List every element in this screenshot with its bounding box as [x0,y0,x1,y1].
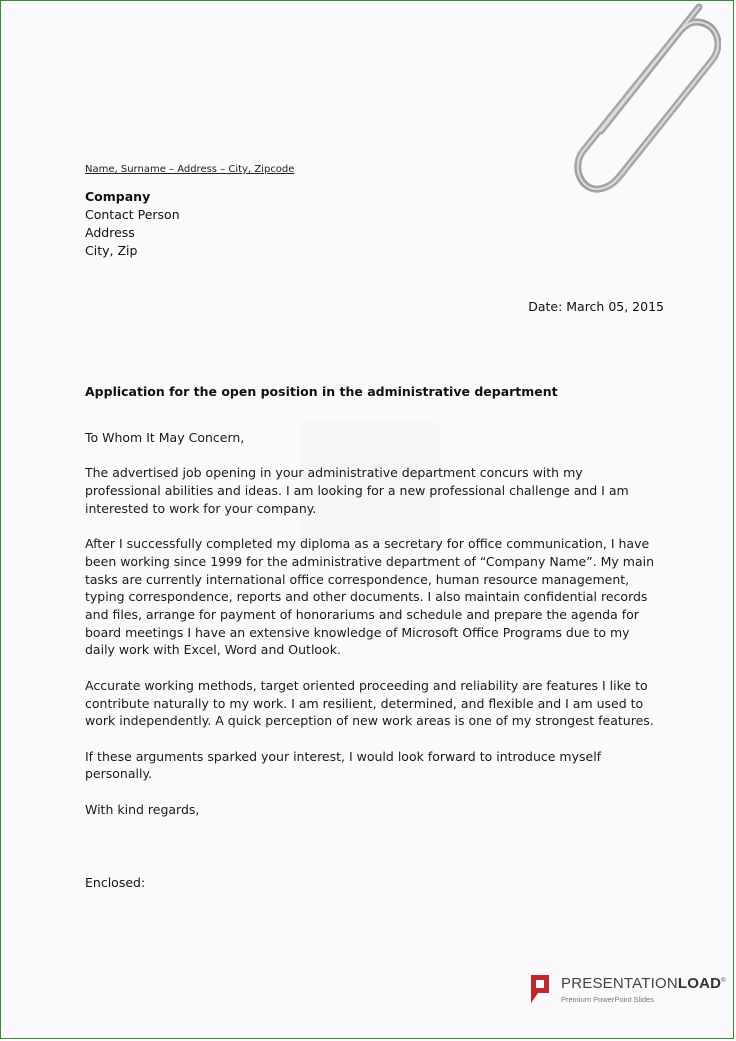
body-paragraph-3: Accurate working methods, target oriented proceeding and reliability are features I like to contribute naturally to my work. I am resilient, determined, and flexible and I am used to work independently. A quick perception of new work areas is one of my strongest features. [85,677,654,729]
letter-subject: Application for the open position in the administrative department [85,384,558,399]
recipient-city: City, Zip [85,243,138,258]
recipient-block [85,188,180,260]
recipient-address: Address [85,225,135,240]
logo-text [561,973,726,1004]
logo-name-bold: LOAD [677,975,722,992]
logo-mark-icon [529,973,551,1005]
logo-name-light: PRESENTATION [561,975,678,992]
salutation: To Whom It May Concern, [85,430,245,445]
logo-name: PRESENTATIONLOAD® [561,975,726,992]
logo-tagline: Premium PowerPoint Slides [561,995,654,1004]
recipient-contact: Contact Person [85,207,180,222]
enclosed-label: Enclosed: [85,875,146,890]
letter-date: Date: March 05, 2015 [528,299,664,314]
letter-body [85,429,655,836]
closing: With kind regards, [85,801,200,817]
presentationload-logo [529,973,726,1005]
sender-address-line: Name, Surname – Address – City, Zipcode [85,164,295,175]
body-paragraph-2: After I successfully completed my diploma as a secretary for office communication, I have been working since 1999 for the administrative department of “Company Name”. My main tasks are currently international office correspondence, human resource management, typing correspondence, reports and other documents. I also maintain confidential records and files, arrange for payment of honorariums and schedule and prepare the agenda for board meetings I have an extensive knowledge of Microsoft Office Programs due to my daily work with Excel, Word and Outlook. [85,536,655,658]
paperclip-icon [541,1,721,201]
body-paragraph-4: If these arguments sparked your interest, I would look forward to introduce myself personally. [85,748,602,782]
recipient-company: Company [85,189,151,204]
body-paragraph-1: The advertised job opening in your administrative department concurs with my professional abilities and ideas. I am looking for a new professional challenge and I am interested to work for your company. [85,465,629,516]
